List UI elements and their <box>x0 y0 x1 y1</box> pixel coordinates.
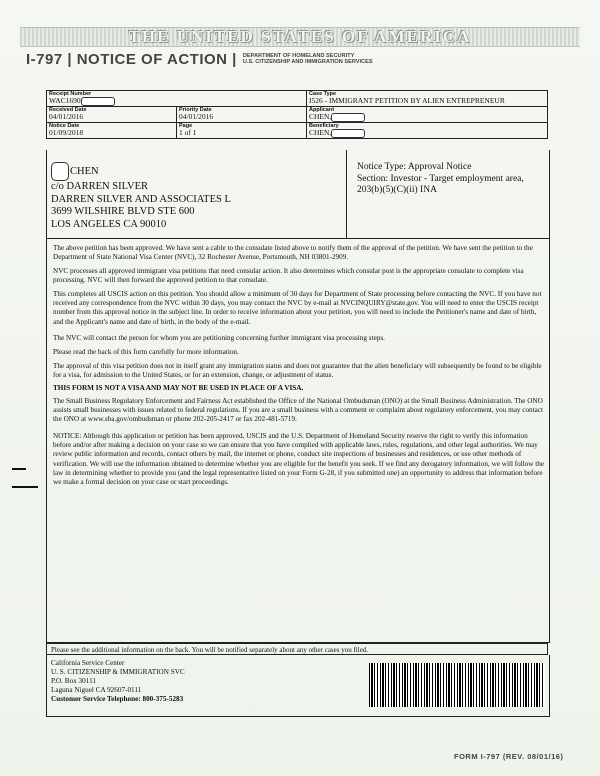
footer-note: Please see the additional information on the back. You will be notified separately about any other cases you filed. <box>46 643 548 655</box>
beneficiary-label: Beneficiary <box>309 123 339 129</box>
paragraph-bold: THIS FORM IS NOT A VISA AND MAY NOT BE USED IN PLACE OF A VISA. <box>53 384 304 392</box>
margin-mark <box>12 486 38 488</box>
dept-line1: DEPARTMENT OF HOMELAND SECURITY <box>242 52 355 59</box>
redaction <box>81 97 115 106</box>
paragraph: The Small Business Regulatory Enforcement and Fairness Act established the Office of the National Ombudsman (ONO) at the Small Business Administration. The ONO assists small businesses with issues related to federal regulations. If you are a small business with a comment or complaint about regulatory enforcement, you may contact the ONO at www.sba.gov/ombudsman or phone 202-205-2417 or fax 202-481-5719. <box>53 397 544 424</box>
notice-body <box>46 238 550 643</box>
center-line2: U. S. CITIZENSHIP & IMMIGRATION SVC <box>51 668 185 676</box>
paragraph: NOTICE: Although this application or petition has been approved, USCIS and the U.S. Department of Homeland Security reserve the right to verify this information before and/or after making a decision on your case so we can ensure that you have complied with applicable laws, rules, regulations, and other legal authorities. We may review public information and records, contact others by mail, the internet or phone, conduct site inspections of businesses and residences, or use other methods of verification. We will use the information obtained to determine whether you are eligible for the benefit you seek. If we find any derogatory information, we will follow the law in determining whether to provide you (and the legal representative listed on your Form G-28, if you submitted one) an opportunity to address that information before we make a formal decision on your case or start proceedings. <box>53 432 545 487</box>
center-line1: California Service Center <box>51 659 125 667</box>
case-type-value: I526 - IMMIGRANT PETITION BY ALIEN ENTREPRENEUR <box>309 96 505 105</box>
service-center-section <box>46 655 550 717</box>
receipt-value: WAC1690 <box>49 96 81 106</box>
form-header <box>26 50 373 68</box>
dept-line2: U.S. CITIZENSHIP AND IMMIGRATION SERVICES <box>242 59 373 65</box>
redaction <box>51 162 69 181</box>
barcode <box>369 663 545 707</box>
received-label: Received Date <box>49 107 87 113</box>
notice-type-box <box>346 150 550 238</box>
address-line1: CHEN <box>70 165 99 177</box>
redaction <box>331 129 365 138</box>
case-info-table <box>46 90 548 139</box>
address-line4: 3699 WILSHIRE BLVD STE 600 <box>51 206 195 217</box>
department-name <box>243 53 373 66</box>
redaction <box>331 113 365 122</box>
page-label: Page <box>179 123 193 129</box>
paragraph: The approval of this visa petition does not in itself grant any immigration status and does not guarantee that the alien beneficiary will subsequently be found to be eligible for a visa, for admission to the United States, or for an extension, change, or adjustment of status. <box>53 362 542 380</box>
address-line2: c/o DARREN SILVER <box>51 181 149 192</box>
address-line5: LOS ANGELES CA 90010 <box>51 218 167 230</box>
margin-mark <box>12 468 26 470</box>
receipt-label: Receipt Number <box>49 91 92 97</box>
paragraph: The above petition has been approved. We have sent a cable to the consulate listed above to notify them of the approval of the petition. We have sent the petition to the Department of State National Visa Center (NVC), 32 Rochester Avenue, Portsmouth, NH 03801-2909. <box>53 244 533 262</box>
service-center-address <box>51 659 185 704</box>
mailing-address <box>51 162 231 231</box>
form-number: FORM I-797 (REV. 08/01/16) <box>454 752 564 761</box>
notice-date-value: 01/09/2018 <box>49 128 84 137</box>
page-value: 1 of 1 <box>179 128 197 137</box>
paragraph: The NVC will contact the person for whom you are petitioning concerning further immigrant visa processing steps. <box>53 334 385 342</box>
received-value: 04/01/2016 <box>49 112 84 121</box>
paragraph: NVC processes all approved immigrant visa petitions that need consular action. It also determines which consular post is the appropriate consulate to complete visa processing. NVC will then forward the approved petition to that consulate. <box>53 267 524 285</box>
center-line3: P.O. Box 30111 <box>51 677 96 685</box>
priority-label: Priority Date <box>179 107 212 113</box>
banner-text: THE UNITED STATES OF AMERICA <box>128 27 472 46</box>
notice-section-cont: 203(b)(5)(C)(ii) INA <box>357 185 437 195</box>
notice-date-label: Notice Date <box>49 123 80 129</box>
customer-service-phone: Customer Service Telephone: 800-375-5283 <box>51 695 184 703</box>
priority-value: 04/01/2016 <box>179 112 214 121</box>
paragraph: This completes all USCIS action on this petition. You should allow a minimum of 30 days for Department of State processing before contacting the NVC. If you have not received any correspondence from the NVC within 30 days, you may contact the NVC by e-mail at NVCINQUIRY@state.gov. You will need to enter the USCIS receipt number from this approval notice in the subject line. In order to receive information about your petition, you will need to include the Petitioner's name and date of birth, and the Applicant's name and date of birth, in the body of the e-mail. <box>53 290 542 326</box>
address-line3: DARREN SILVER AND ASSOCIATES L <box>51 193 231 205</box>
case-type-label: Case Type <box>309 91 337 97</box>
center-line4: Laguna Niguel CA 92607-0111 <box>51 686 142 694</box>
form-title: I-797 | NOTICE OF ACTION | <box>26 50 237 68</box>
applicant-value: CHEN, <box>309 112 332 122</box>
banner <box>20 27 580 47</box>
address-section <box>46 150 550 239</box>
paragraph: Please read the back of this form carefully for more information. <box>53 348 239 356</box>
notice-type: Notice Type: Approval Notice <box>357 162 472 172</box>
beneficiary-value: CHEN, <box>309 128 332 138</box>
notice-section: Section: Investor - Target employment area, <box>357 173 524 184</box>
applicant-label: Applicant <box>309 107 335 113</box>
